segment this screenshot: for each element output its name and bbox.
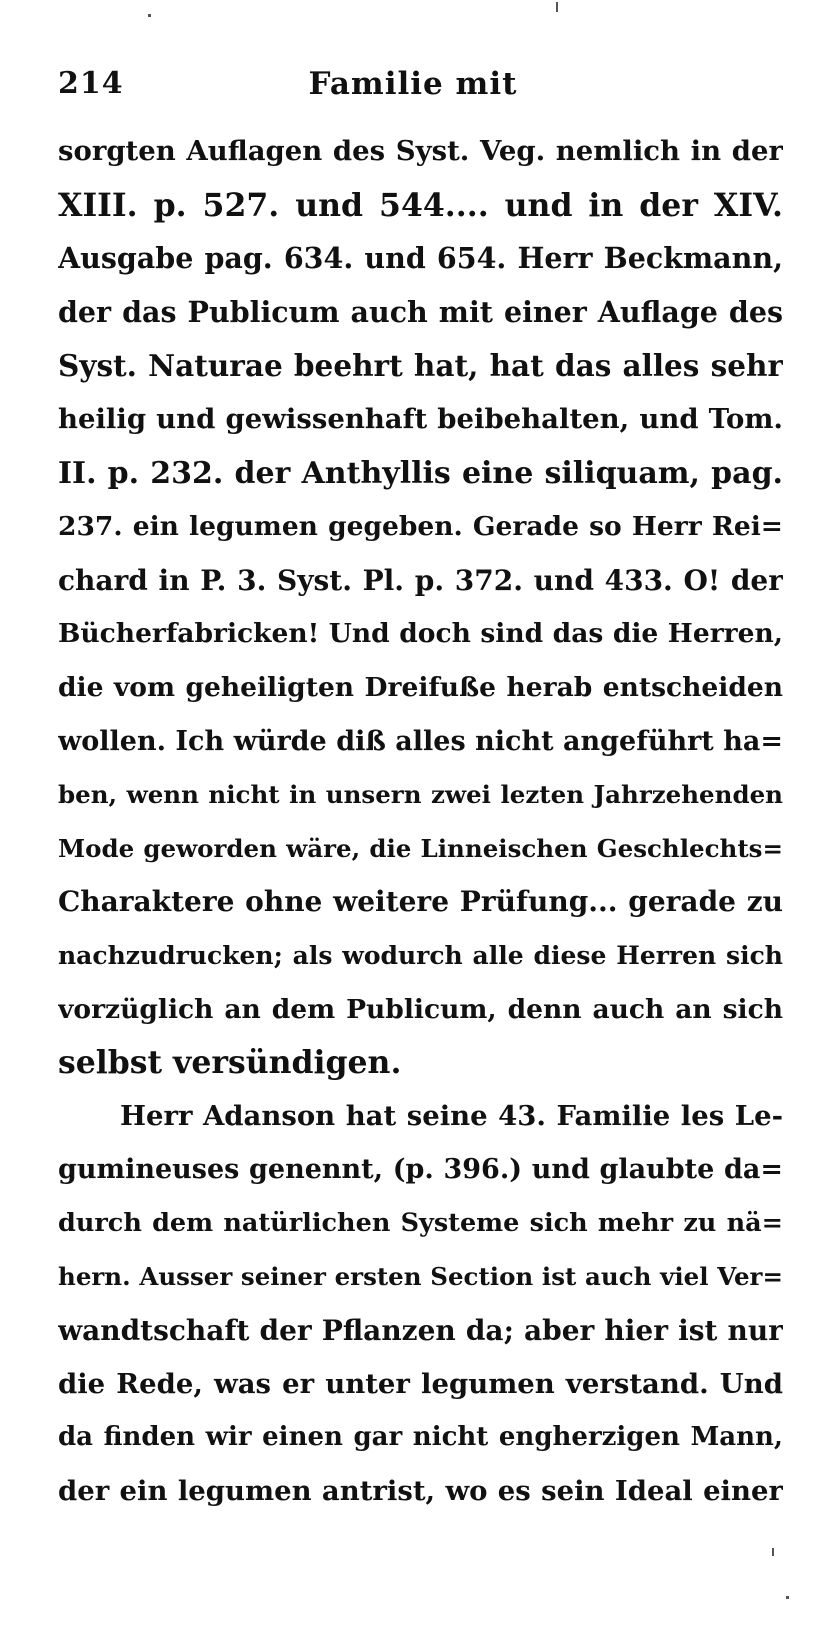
running-head: Familie mit	[308, 66, 518, 102]
body-text	[58, 125, 783, 1518]
text-line: Syst. Naturae beehrt hat, hat das alles sehr	[58, 348, 783, 384]
text-line: Ausgabe pag. 634. und 654. Herr Beckmann,	[58, 241, 783, 276]
text-line: XIII. p. 527. und 544.... und in der XIV.	[58, 186, 783, 224]
text-line: der das Publicum auch mit einer Auflage des	[58, 294, 783, 329]
text-line: gumineuses genennt, (p. 396.) und glaubte da=	[58, 1154, 783, 1186]
speck-mark	[772, 1548, 774, 1556]
text-line: wollen. Ich würde diß alles nicht angeführt ha=	[58, 725, 783, 757]
text-line: hern. Ausser seiner ersten Section ist auch viel Ver=	[58, 1262, 783, 1292]
text-line: 237. ein legumen gegeben. Gerade so Herr Rei=	[58, 511, 783, 543]
speck-mark	[786, 1596, 789, 1599]
page-number: 214	[58, 66, 124, 101]
text-line: durch dem natürlichen Systeme sich mehr zu nä=	[58, 1207, 783, 1238]
text-line: vorzüglich an dem Publicum, denn auch an sich	[58, 993, 783, 1025]
speck-mark	[556, 2, 558, 12]
text-line: Bücherfabricken! Und doch sind das die Herren,	[58, 618, 783, 650]
text-line: sorgten Auflagen des Syst. Veg. nemlich in der	[58, 135, 783, 167]
paragraph-1	[58, 125, 783, 1090]
text-line: da finden wir einen gar nicht engherzigen Mann,	[58, 1422, 783, 1453]
text-line: ben, wenn nicht in unsern zwei lezten Jahrzehenden	[58, 780, 783, 810]
paragraph-2	[58, 1090, 783, 1519]
page-header	[58, 60, 768, 110]
text-line: II. p. 232. der Anthyllis eine siliquam, pag.	[58, 455, 783, 491]
text-line: wandtschaft der Pflanzen da; aber hier ist nur	[58, 1314, 783, 1348]
text-line: chard in P. 3. Syst. Pl. p. 372. und 433. O! der	[58, 563, 783, 597]
speck-mark	[148, 14, 151, 17]
text-line: nachzudrucken; als wodurch alle diese Herren sich	[58, 940, 783, 970]
text-line: Herr Adanson hat seine 43. Familie les Le-	[120, 1099, 783, 1132]
text-line: die vom geheiligten Dreifuße herab entscheiden	[58, 671, 783, 703]
text-line: die Rede, was er unter legumen verstand. Und	[58, 1367, 783, 1400]
text-line: selbst versündigen.	[58, 1044, 402, 1082]
text-line: der ein legumen antrist, wo es sein Ideal einer	[58, 1474, 783, 1507]
text-line: Charaktere ohne weitere Prüfung... gerade zu	[58, 885, 783, 919]
text-line: heilig und gewissenhaft beibehalten, und Tom.	[58, 402, 783, 435]
text-line: Mode geworden wäre, die Linneischen Geschlechts=	[58, 833, 783, 863]
